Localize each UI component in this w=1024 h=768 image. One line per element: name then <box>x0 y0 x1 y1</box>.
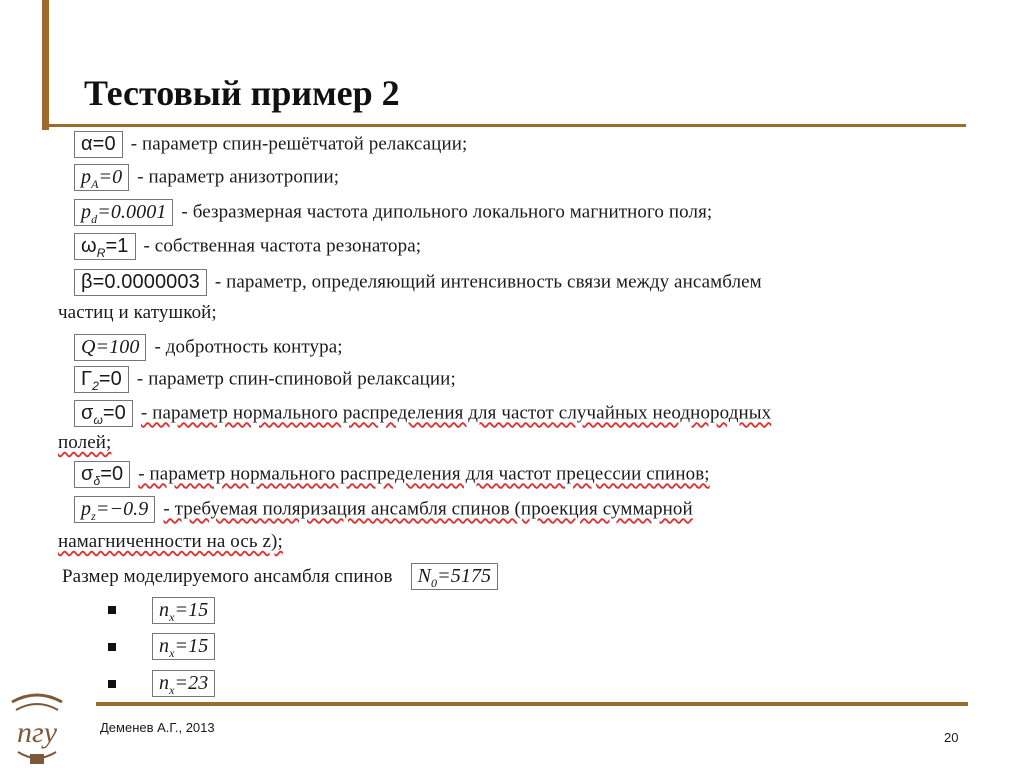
formula-box: Q=100 <box>74 334 146 361</box>
formula-box: $N_0=5175$ <box>411 563 499 590</box>
formula-box: α=0 <box>74 131 123 158</box>
formula-box: $n_x=23$ <box>152 670 215 697</box>
footer-author: Деменев А.Г., 2013 <box>100 720 215 735</box>
param-line <box>74 461 710 488</box>
frame-accent-vertical <box>42 0 49 130</box>
formula-box: $\Gamma_2=0$ <box>74 366 129 393</box>
formula-box: $\sigma_\omega=0$ <box>74 400 133 427</box>
list-item <box>152 670 223 697</box>
param-description: - параметр, определяющий интенсивность связи между ансамблем <box>214 271 762 293</box>
formula-box: $\omega_R=1$ <box>74 233 136 260</box>
param-continuation: намагниченности на ось z); <box>58 531 283 552</box>
formula-box: $n_x=15$ <box>152 597 215 624</box>
param-continuation: частиц и катушкой; <box>58 302 217 323</box>
param-description: - параметр спин-спиновой релаксации; <box>136 368 456 390</box>
formula-box: $p_z=-0.9$ <box>74 496 155 523</box>
param-line <box>74 131 467 158</box>
formula-box: β=0.0000003 <box>74 269 207 296</box>
list-item <box>152 633 223 660</box>
param-description: - безразмерная частота дипольного локального магнитного поля; <box>181 201 713 223</box>
param-line <box>74 334 343 361</box>
formula-box: $n_x=15$ <box>152 633 215 660</box>
param-line <box>74 269 762 296</box>
title-rule <box>42 124 966 127</box>
param-continuation: полей; <box>58 432 112 453</box>
university-logo-icon <box>2 688 72 768</box>
param-description: - параметр анизотропии; <box>137 166 340 188</box>
param-line <box>74 496 693 523</box>
param-line <box>74 164 339 191</box>
ensemble-line <box>62 563 506 590</box>
bullet-icon <box>108 643 116 651</box>
param-description: - требуемая поляризация ансамбля спинов (проекция суммарной <box>163 498 693 520</box>
param-description: - добротность контура; <box>154 336 343 358</box>
formula-box: $p_A=0$ <box>74 164 129 191</box>
param-description: - параметр нормального распределения для частот прецессии спинов; <box>138 463 710 485</box>
formula-box: $\sigma_\delta=0$ <box>74 461 130 488</box>
slide-title: Тестовый пример 2 <box>84 73 400 113</box>
param-line <box>74 400 771 427</box>
param-line <box>74 199 712 226</box>
footer-rule <box>96 702 968 706</box>
list-item <box>152 597 223 624</box>
param-description: - параметр спин-решётчатой релаксации; <box>130 133 468 155</box>
param-description: - собственная частота резонатора; <box>143 235 422 257</box>
bullet-icon <box>108 606 116 614</box>
param-description: - параметр нормального распределения для частот случайных неоднородных <box>140 402 772 424</box>
page-number: 20 <box>944 730 959 745</box>
ensemble-label: Размер моделируемого ансамбля спинов <box>62 565 393 587</box>
param-line <box>74 233 421 260</box>
formula-box: $p_d=0.0001$ <box>74 199 173 226</box>
param-line <box>74 366 456 393</box>
svg-text:пгу: пгу <box>16 716 58 749</box>
bullet-icon <box>108 680 116 688</box>
